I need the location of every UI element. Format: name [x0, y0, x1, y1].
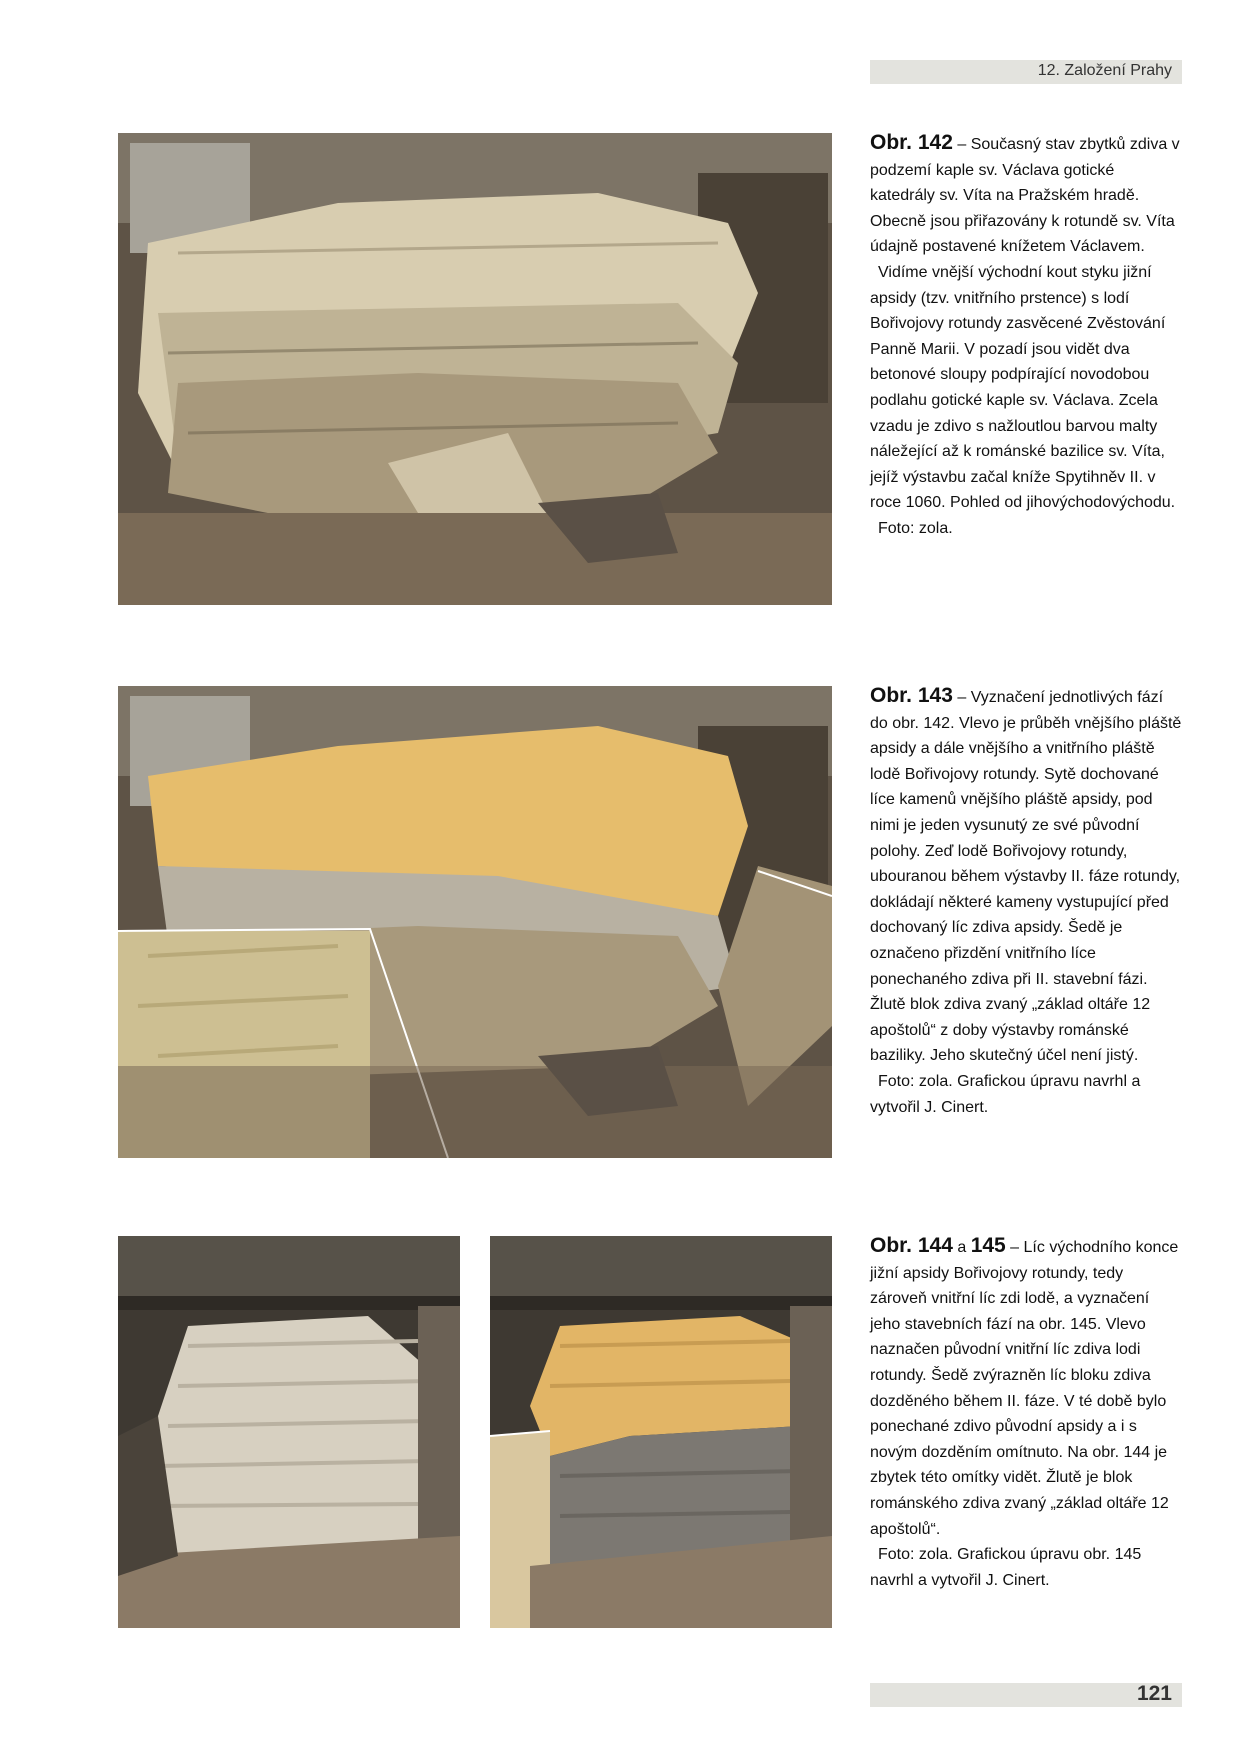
photo-credit: Foto: zola. Grafickou úpravu obr. 145 navrhl a vytvořil J. Cinert. [870, 1546, 1142, 1589]
caption-paragraph: Současný stav zbytků zdiva v podzemí kaple sv. Václava gotické katedrály sv. Víta na Pražském hradě. Obecně jsou přiřazovány k rotundě sv. Víta údajně postavené knížetem Václavem. [870, 136, 1180, 256]
photo-obr-143 [118, 686, 832, 1158]
chapter-title: 12. Založení Prahy [1037, 62, 1172, 79]
caption-connector: a [952, 1239, 971, 1256]
caption-obr-144-145 [870, 1233, 1182, 1593]
photo-credit: Foto: zola. Grafickou úpravu navrhl a vytvořil J. Cinert. [870, 1072, 1141, 1116]
photo-obr-144 [118, 1236, 460, 1628]
photo-obr-145 [490, 1236, 832, 1628]
figure-label: Obr. 144 [870, 1234, 953, 1257]
caption-dash: – [952, 689, 971, 706]
running-header [870, 60, 1182, 84]
caption-paragraph: Vidíme vnější východní kout styku jižní apsidy (tzv. vnitřního prstence) s lodí Bořivojovy rotundy zasvěcené Zvěstování Panně Marii. V pozadí jsou vidět dva betonové sloupy podpírající novodobou podlahu gotické kaple sv. Václava. Zcela vzadu je zdivo s nažloutlou barvou malty náležející až k románské bazilice sv. Víta, jejíž výstavbu začal kníže Spytihněv II. v roce 1060. Pohled od jihovýchodovýchodu. [870, 263, 1176, 512]
caption-paragraph: Vyznačení jednotlivých fází do obr. 142. Vlevo je průběh vnějšího pláště apsidy a dále vnějšího a vnitřního pláště lodě Bořivojovy rotundy. Sytě dochované líce kamenů vnějšího pláště apsidy, pod nimi je jeden vysunutý ze své původní polohy. Zeď lodě Bořivojovy rotundy, ubouranou během výstavby II. fáze rotundy, dokládají některé kameny vystupující před dochovaný líc zdiva apsidy. Šedě je označeno přizdění vnitřního líce ponechaného zdiva při II. stavební fázi. Žlutě blok zdiva zvaný „základ oltáře 12 apoštolů“ z doby výstavby románské baziliky. Jeho skutečný účel není jistý. [870, 689, 1182, 1065]
caption-obr-143 [870, 683, 1182, 1120]
figure-label-2: 145 [970, 1234, 1006, 1257]
caption-dash: – [952, 136, 971, 153]
photo-credit: Foto: zola. [878, 519, 953, 537]
figure-label: Obr. 142 [870, 131, 953, 154]
caption-obr-142 [870, 130, 1182, 542]
caption-paragraph: Líc východního konce jižní apsidy Bořivojovy rotundy, tedy zároveň vnitřní líc zdi lodě, a vyznačení jeho stavebních fází na obr. 145. Vlevo naznačen původní vnitřní líc zdiva lodi rotundy. Šedě zvýrazněn líc bloku zdiva dozděného během II. fáze. V té době bylo ponechané zdivo původní apsidy a i s novým dozděním omítnuto. Na obr. 144 je zbytek této omítky vidět. Žlutě je blok románského zdiva zvaný „základ oltáře 12 apoštolů“. [870, 1239, 1179, 1538]
photo-obr-142 [118, 133, 832, 605]
figure-label: Obr. 143 [870, 684, 953, 707]
caption-dash: – [1005, 1239, 1024, 1256]
running-footer [870, 1683, 1182, 1707]
page-number: 121 [1136, 1682, 1172, 1705]
